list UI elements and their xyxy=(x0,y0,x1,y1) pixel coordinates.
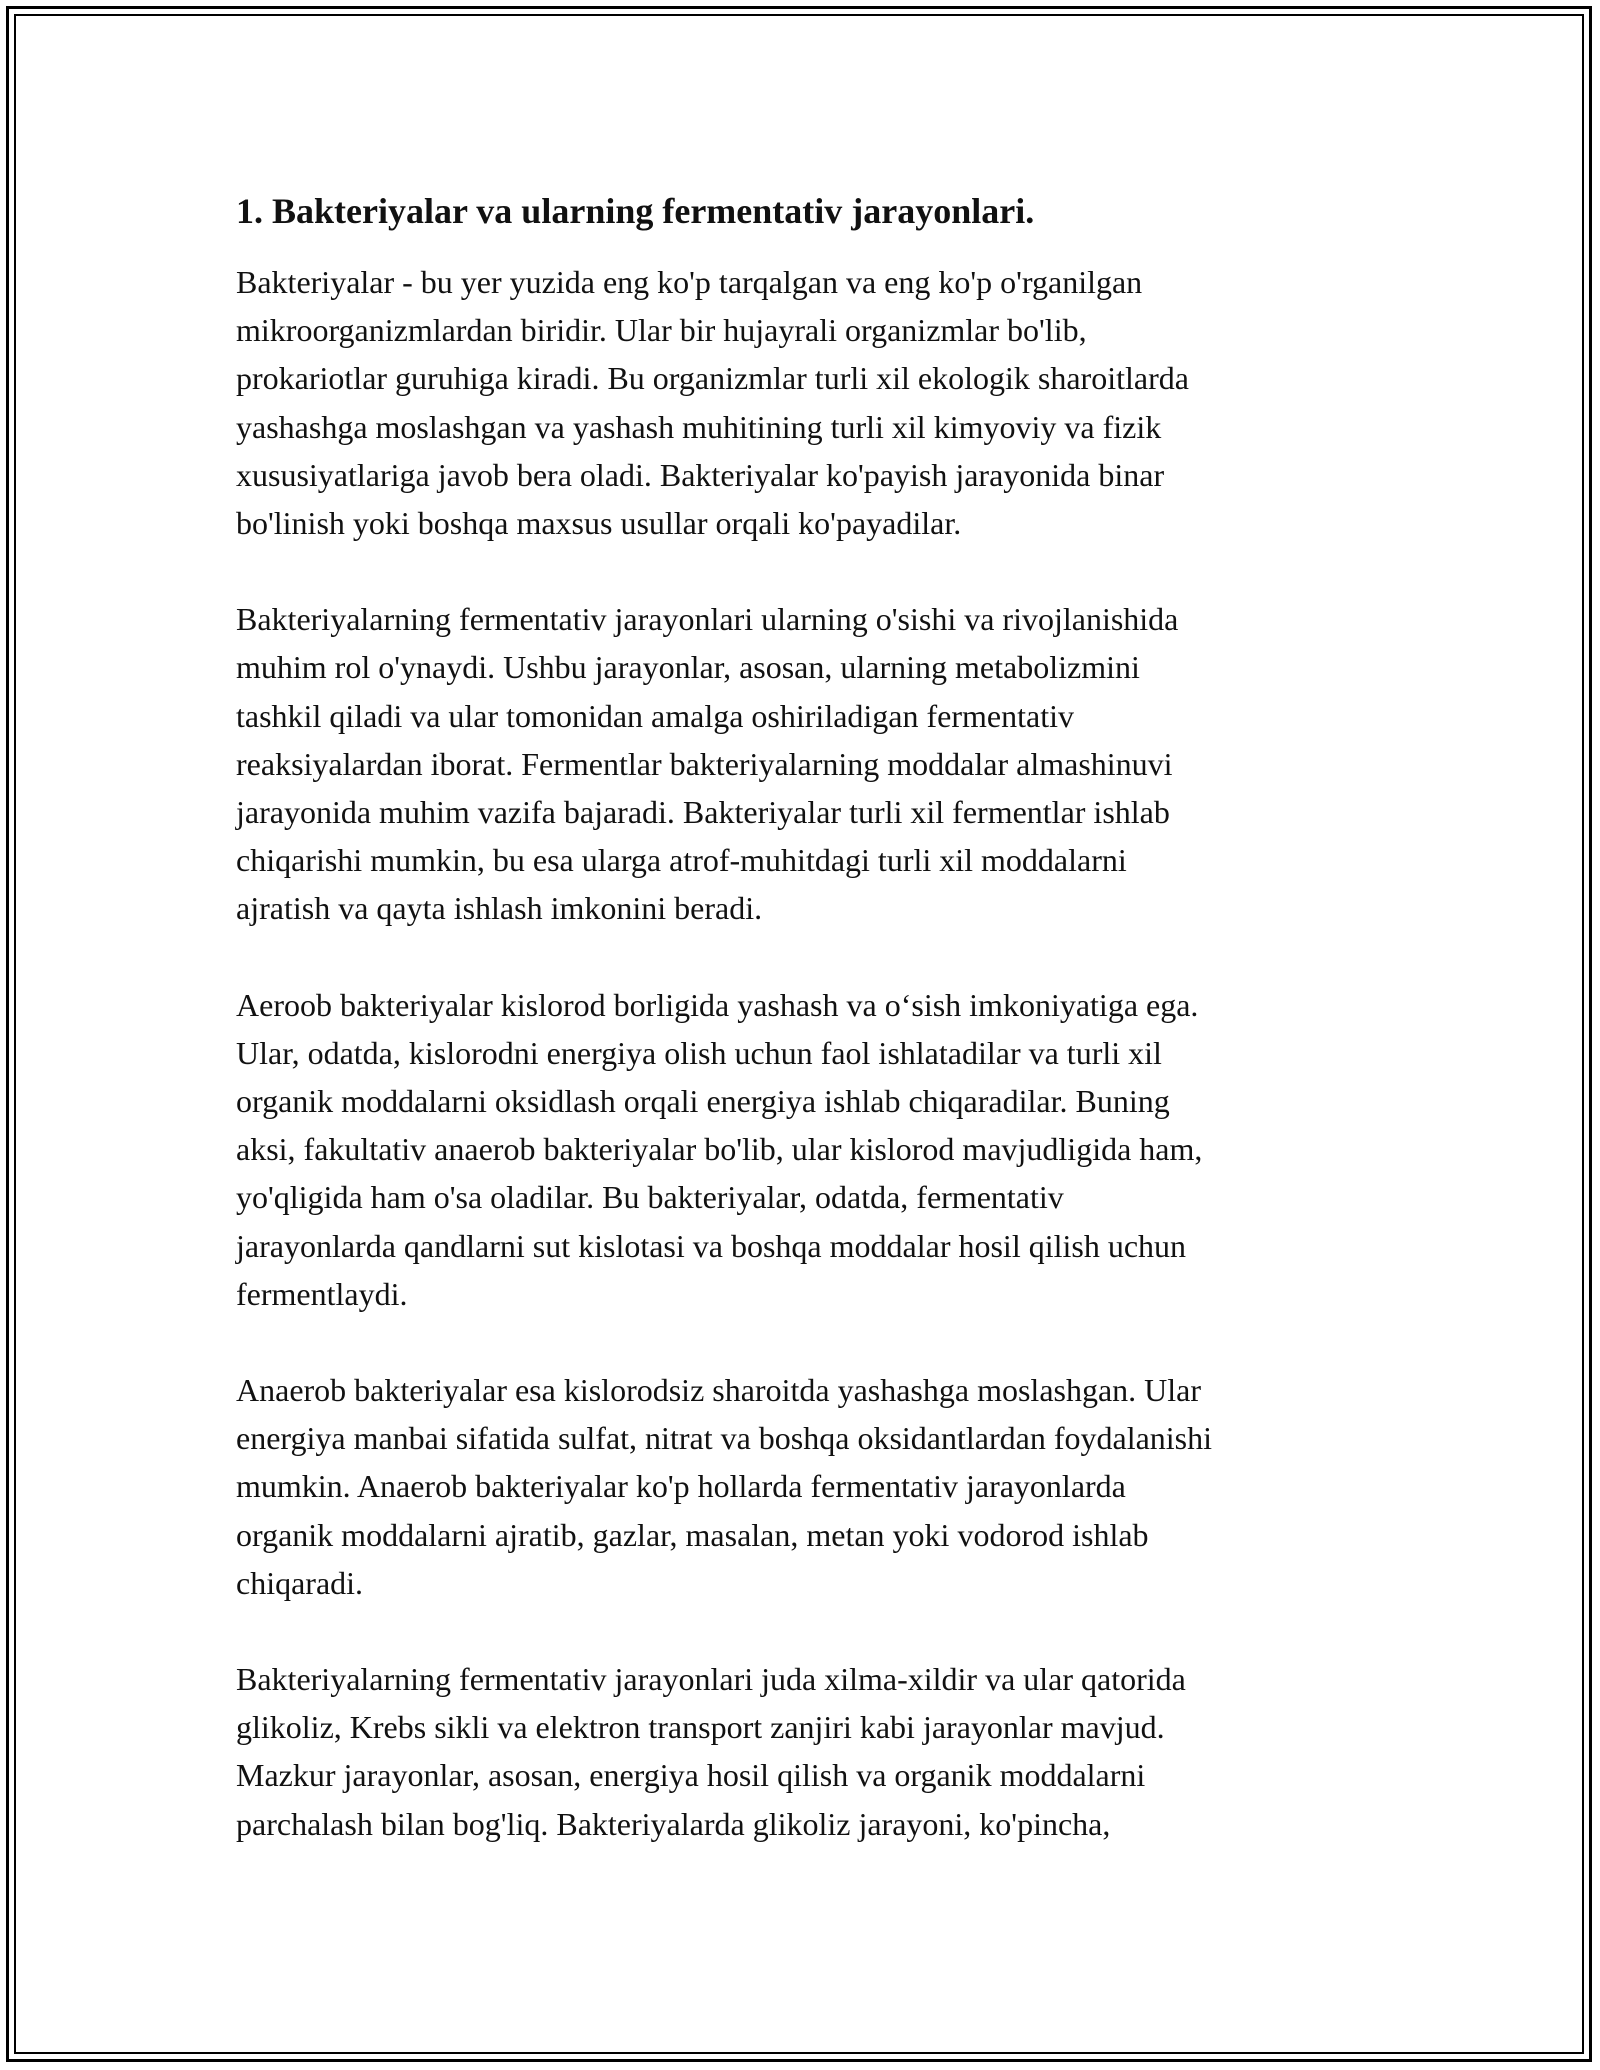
paragraph-glikoliz-krebs: Bakteriyalarning fermentativ jarayonlari juda xilma-xildir va ular qatorida glikoliz, Krebs sikli va elektron transport zanjiri kabi jarayonlar mavjud. Mazkur jarayonlar, asosan, energiya hosil qilish va organik moddalarni parchalash bilan bog'liq. Bakteriyalarda glikoliz jarayoni, ko'pincha, xyxy=(236,1661,1186,1842)
paragraph-bakteriyalar-intro: Bakteriyalar - bu yer yuzida eng ko'p tarqalgan va eng ko'p o'rganilgan mikroorganizmlardan biridir. Ular bir hujayrali organizmlar bo'lib, prokariotlar guruhiga kiradi. Bu organizmlar turli xil ekologik sharoitlarda yashashga moslashgan va yashash muhitining turli xil kimyoviy va fizik xususiyatlariga javob bera oladi. Bakteriyalar ko'payish jarayonida binar bo'linish yoki boshqa maxsus usullar orqali ko'payadilar. xyxy=(236,264,1189,542)
document-body xyxy=(236,188,1366,1896)
paragraph-fermentativ-jarayonlar: Bakteriyalarning fermentativ jarayonlari ularning o'sishi va rivojlanishida muhim rol o'ynaydi. Ushbu jarayonlar, asosan, ularning metabolizmini tashkil qiladi va ular tomonidan amalga oshiriladigan fermentativ reaksiyalardan iborat. Fermentlar bakteriyalarning moddalar almashinuvi jarayonida muhim vazifa bajaradi. Bakteriyalar turli xil fermentlar ishlab chiqarishi mumkin, bu esa ularga atrof-muhitdagi turli xil moddalarni ajratish va qayta ishlash imkonini beradi. xyxy=(236,601,1179,927)
paragraph-aeroob-bakteriyalar: Aeroob bakteriyalar kislorod borligida yashash va o‘sish imkoniyatiga ega. Ular, odatda, kislorodni energiya olish uchun faol ishlatadilar va turli xil organik moddalarni oksidlash orqali energiya ishlab chiqaradilar. Buning aksi, fakultativ anaerob bakteriyalar bo'lib, ular kislorod mavjudligida ham, yo'qligida ham o'sa oladilar. Bu bakteriyalar, odatda, fermentativ jarayonlarda qandlarni sut kislotasi va boshqa moddalar hosil qilish uchun fermentlaydi. xyxy=(236,986,1203,1312)
paragraph-anaerob-bakteriyalar: Anaerob bakteriyalar esa kislorodsiz sharoitda yashashga moslashgan. Ular energiya manbai sifatida sulfat, nitrat va boshqa oksidantlardan foydalanishi mumkin. Anaerob bakteriyalar ko'p hollarda fermentativ jarayonlarda organik moddalarni ajratib, gazlar, masalan, metan yoki vodorod ishlab chiqaradi. xyxy=(236,1372,1213,1601)
document-heading: 1. Bakteriyalar va ularning fermentativ jarayonlari. xyxy=(236,191,1035,231)
